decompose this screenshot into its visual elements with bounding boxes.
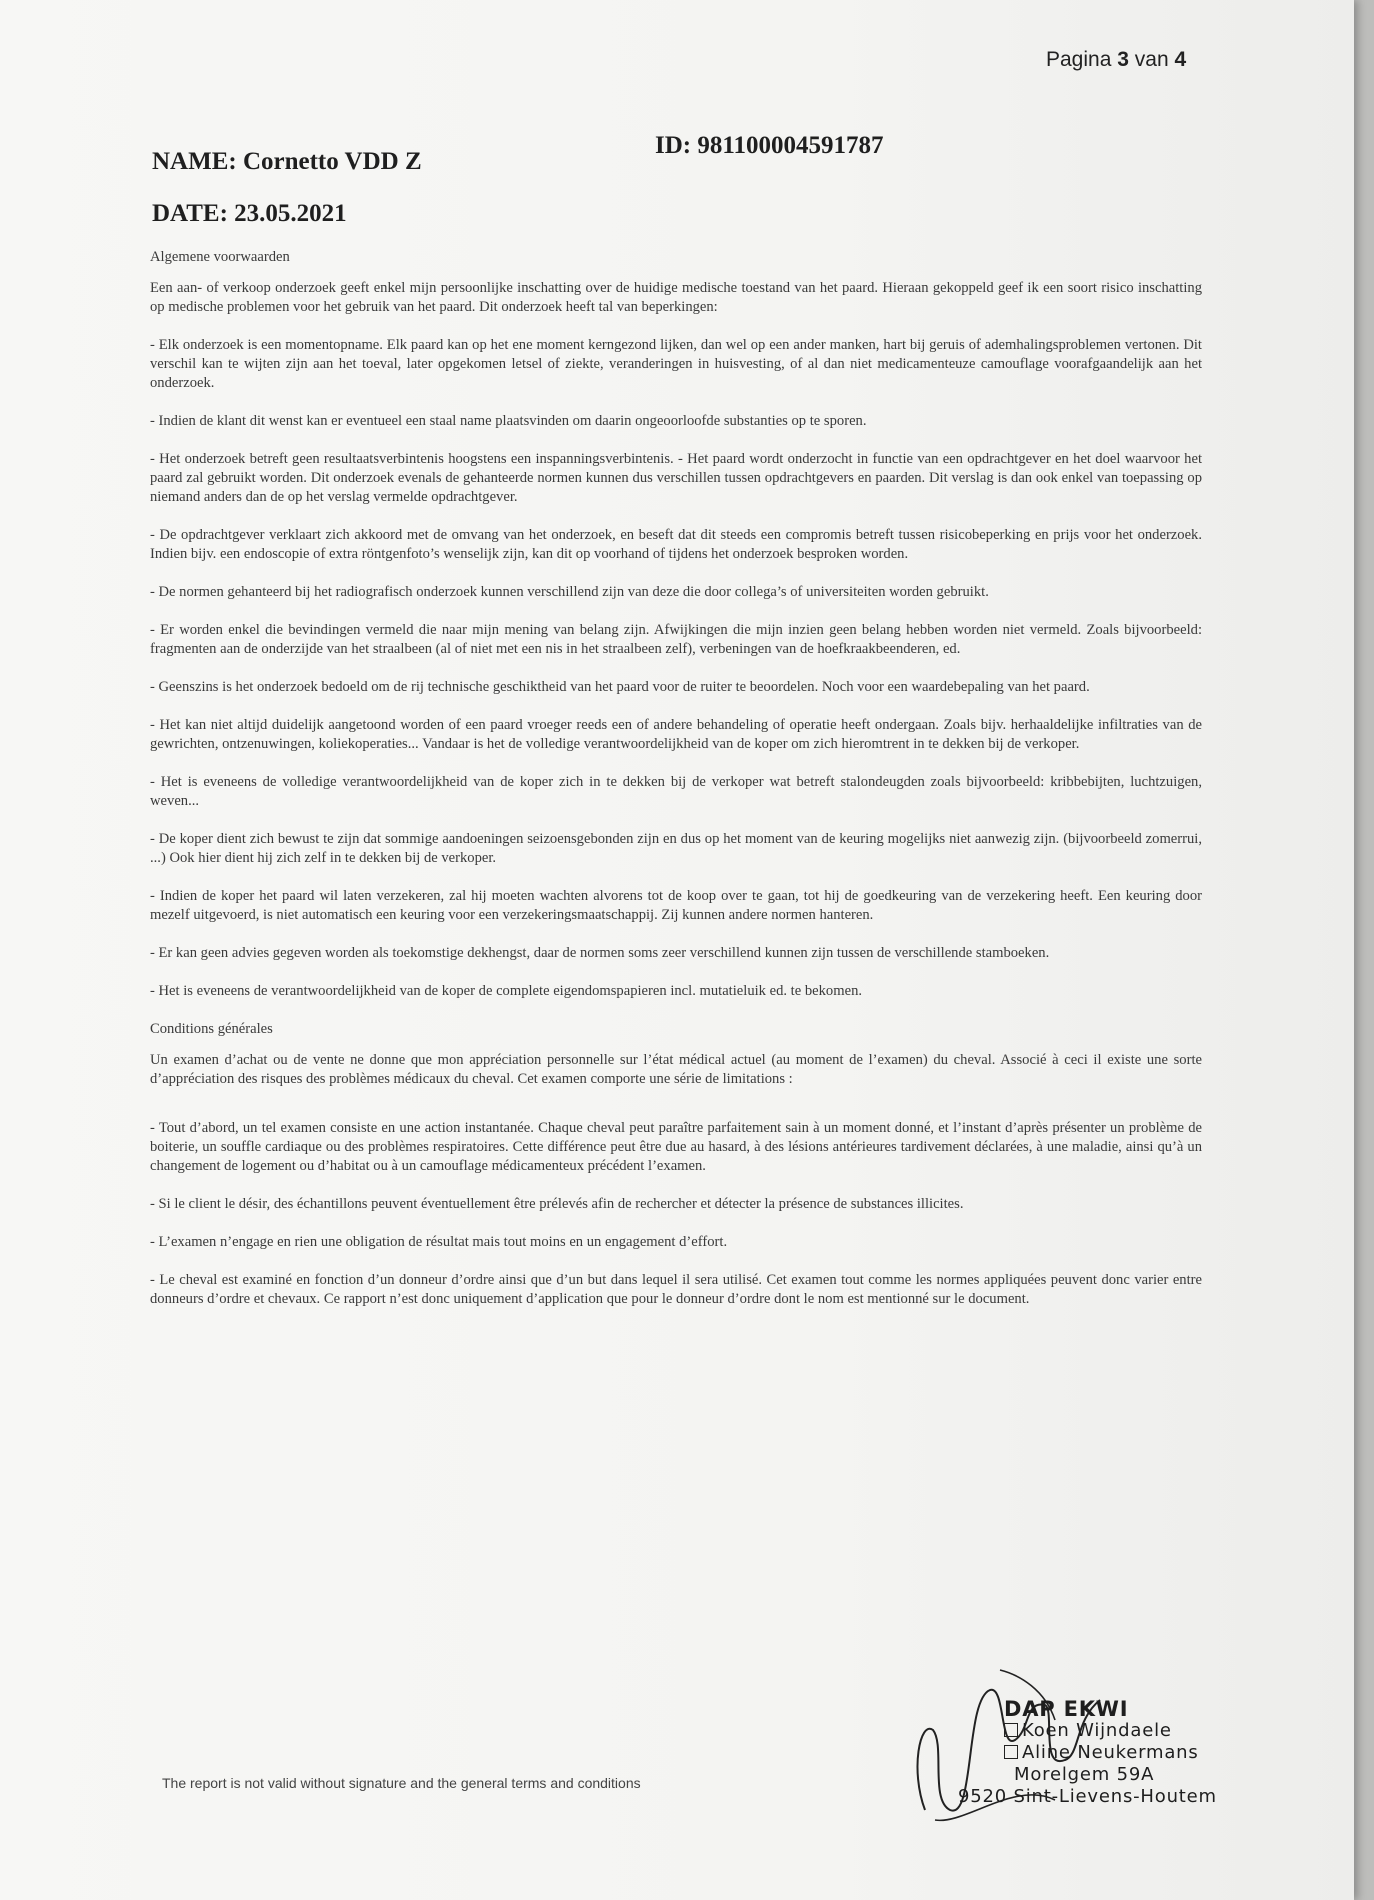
stamp-vet-2 (1004, 1742, 1217, 1764)
stamp-vet-1-name: Koen Wijndaele (1022, 1720, 1172, 1741)
paragraph: - Indien de koper het paard wil laten verzekeren, zal hij moeten wachten alvorens tot de koop over te gaan, tot hij de goedkeuring van de verzekering heeft. Een keuring door mezelf uitgevoerd, is niet automatisch een keuring voor een verzekeringsmaatschappij. Zij kunnen andere normen hanteren. (150, 888, 1202, 923)
paragraph: - De koper dient zich bewust te zijn dat sommige aandoeningen seizoensgebonden zijn en dus op het moment van de keuring mogelijks niet aanwezig zijn. (bijvoorbeeld zomerrui, ...) Ook hier dient hij zich zelf in te dekken bij de verkoper. (150, 831, 1202, 866)
page-number-total: 4 (1174, 48, 1187, 71)
checkbox-icon (1004, 1723, 1018, 1737)
validity-note: The report is not valid without signature and the general terms and conditions (162, 1775, 641, 1791)
page-number-prefix: Pagina (1046, 48, 1112, 71)
horse-id: ID: 981100004591787 (655, 132, 884, 159)
paragraph: Un examen d’achat ou de vente ne donne que mon appréciation personnelle sur l’état médical actuel (au moment de l’examen) du cheval. Associé à ceci il existe une sorte d’appréciation des risques des problèmes médicaux du cheval. Cet examen comporte une série de limitations : (150, 1052, 1202, 1087)
horse-name: NAME: Cornetto VDD Z (152, 148, 422, 175)
paragraph: - De normen gehanteerd bij het radiografisch onderzoek kunnen verschillend zijn van deze die door collega’s of universiteiten worden gebruikt. (150, 584, 989, 600)
page-number (1046, 48, 1186, 72)
terms-body (150, 248, 1202, 1328)
paragraph: - Indien de klant dit wenst kan er eventueel een staal name plaatsvinden om daarin ongeoorloofde substanties op te sporen. (150, 413, 867, 429)
paragraph: - Tout d’abord, un tel examen consiste en une action instantanée. Chaque cheval peut paraître parfaitement sain à un moment donné, et l’instant d’après présenter un problème de boiterie, un souffle cardiaque ou des problèmes respiratoires. Cette différence peut être due au hasard, à des lésions antérieures tardivement déclarées, à une maladie, ainsi qu’à un changement de logement ou d’habitat ou à un camouflage médicamenteux précédent l’examen. (150, 1120, 1202, 1174)
page-number-middle: van (1134, 48, 1169, 71)
exam-date: DATE: 23.05.2021 (152, 200, 347, 227)
paragraph: - Er kan geen advies gegeven worden als toekomstige dekhengst, daar de normen soms zeer verschillend kunnen zijn tussen de verschillende stamboeken. (150, 945, 1050, 961)
stamp-street: Morelgem 59A (1014, 1764, 1155, 1785)
stamp-city: 9520 Sint-Lievens-Houtem (958, 1786, 1217, 1807)
paragraph: - Het is eveneens de verantwoordelijkheid van de koper de complete eigendomspapieren incl. mutatieluik ed. te bekomen. (150, 983, 863, 999)
paragraph: - Het onderzoek betreft geen resultaatsverbintenis hoogstens een inspanningsverbintenis. - Het paard wordt onderzocht in functie van een opdrachtgever en het doel waarvoor het paard zal gebruikt worden. Dit onderzoek evenals de gehanteerde normen kunnen dus verschillen tussen opdrachtgevers en paarden. Dit verslag is dan ook enkel van toepassing op niemand anders dan de op het verslag vermelde opdrachtgever. (150, 451, 1202, 505)
paragraph: - De opdrachtgever verklaart zich akkoord met de omvang van het onderzoek, en beseft dat dit steeds een compromis betreft tussen risicobeperking en prijs voor het onderzoek. Indien bijv. een endoscopie of extra röntgenfoto’s wenselijk zijn, kan dit op voorhand of tijdens het onderzoek besproken worden. (150, 527, 1202, 562)
section-heading-fr: Conditions générales (150, 1021, 273, 1037)
paragraph: - Elk onderzoek is een momentopname. Elk paard kan op het ene moment kerngezond lijken, dan wel op een ander manken, hart bij geruis of ademhalingsproblemen vertonen. Dit verschil kan te wijten zijn aan het toeval, later opgekomen letsel of ziekte, veranderingen in huisvesting, of al dan niet medicamenteuze camouflage voorafgaandelijk aan het onderzoek. (150, 337, 1202, 391)
paragraph: Een aan- of verkoop onderzoek geeft enkel mijn persoonlijke inschatting over de huidige medische toestand van het paard. Hieraan gekoppeld geef ik een soort risico inschatting op medische problemen voor het gebruik van het paard. Dit onderzoek heeft tal van beperkingen: (150, 280, 1202, 315)
checkbox-icon (1004, 1745, 1018, 1759)
stamp-org: DAP EKWI (1004, 1697, 1129, 1721)
paragraph: - Er worden enkel die bevindingen vermeld die naar mijn mening van belang zijn. Afwijkingen die mijn inzien geen belang hebben worden niet vermeld. Zoals bijvoorbeeld: fragmenten aan de onderzijde van het straalbeen (al of niet met een nis in het straalbeen zelf), verbeningen van de hoefkraakbeenderen, ed. (150, 622, 1202, 657)
page-number-current: 3 (1117, 48, 1129, 71)
paragraph: - Si le client le désir, des échantillons peuvent éventuellement être prélevés afin de rechercher et détecter la présence de substances illicites. (150, 1196, 964, 1212)
paragraph: - L’examen n’engage en rien une obligation de résultat mais tout moins en un engagement d’effort. (150, 1234, 728, 1250)
paragraph: - Het is eveneens de volledige verantwoordelijkheid van de koper zich in te dekken bij de verkoper wat betreft stalondeugden zoals bijvoorbeeld: kribbebijten, luchtzuigen, weven... (150, 774, 1202, 809)
stamp-vet-1 (1004, 1720, 1217, 1742)
clinic-stamp (958, 1697, 1217, 1808)
paragraph: - Het kan niet altijd duidelijk aangetoond worden of een paard vroeger reeds een of andere behandeling of operatie heeft ondergaan. Zoals bijv. herhaaldelijke infiltraties van de gewrichten, ontzenuwingen, koliekoperaties... Vandaar is het de volledige verantwoordelijkheid van de koper om zich hieromtrent in te dekken bij de verkoper. (150, 717, 1202, 752)
stamp-vet-2-name: Aline Neukermans (1022, 1742, 1199, 1763)
paragraph: - Le cheval est examiné en fonction d’un donneur d’ordre ainsi que d’un but dans lequel il sera utilisé. Cet examen tout comme les normes appliquées peuvent donc varier entre donneurs d’ordre et chevaux. Ce rapport n’est donc uniquement d’application que pour le donneur d’ordre dont le nom est mentionné sur le document. (150, 1272, 1202, 1307)
section-heading-nl: Algemene voorwaarden (150, 249, 290, 265)
paragraph: - Geenszins is het onderzoek bedoeld om de rij technische geschiktheid van het paard voor de ruiter te beoordelen. Noch voor een waardebepaling van het paard. (150, 679, 1090, 695)
